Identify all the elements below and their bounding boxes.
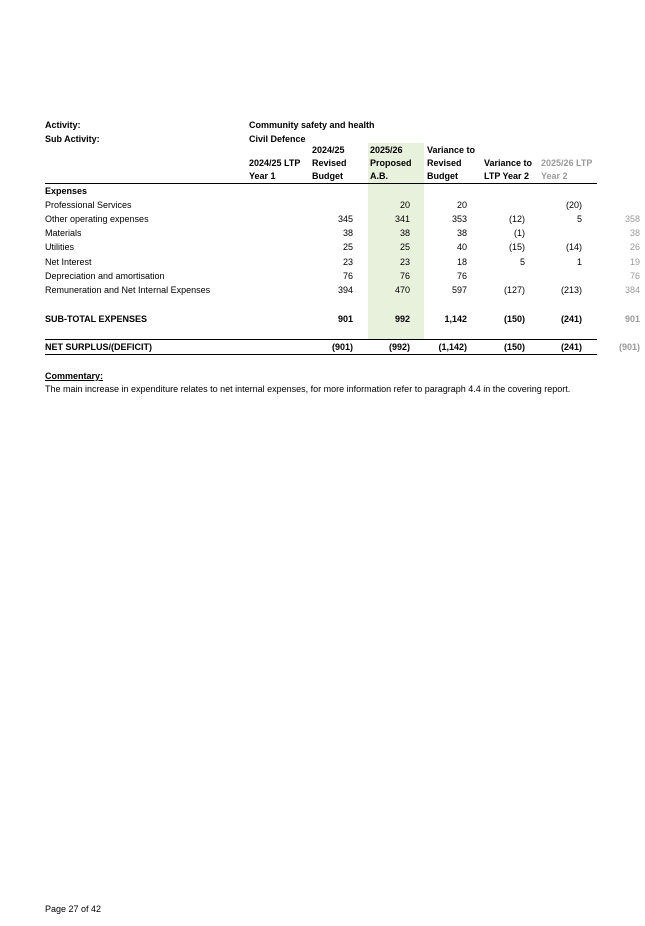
sub-activity-value: Civil Defence — [249, 134, 306, 144]
table-row: Depreciation and amortisation 76 76 76 76 — [45, 271, 640, 281]
net-bottom-divider — [45, 354, 597, 355]
col-header-ltp-year1: 2024/25 LTP Year 1 — [249, 158, 301, 181]
commentary-title: Commentary: — [45, 371, 104, 381]
row-label: Utilities — [45, 242, 75, 252]
activity-value: Community safety and health — [249, 120, 375, 130]
row-label: Remuneration and Net Internal Expenses — [45, 285, 211, 295]
col-header-proposed-ab: 2025/26 Proposed A.B. — [370, 145, 412, 181]
table-row: Materials 38 38 38 (1) 38 — [45, 228, 640, 238]
commentary-text: The main increase in expenditure relates to net internal expenses, for more information refer to paragraph 4.4 in the covering report. — [45, 384, 571, 394]
page-number: Page 27 of 42 — [45, 904, 102, 914]
col-header-revised-budget: 2024/25 Revised Budget — [312, 145, 347, 181]
row-label: Professional Services — [45, 200, 132, 210]
row-label: Materials — [45, 228, 82, 238]
sub-activity-label: Sub Activity: — [45, 134, 100, 144]
net-label: NET SURPLUS/(DEFICIT) — [45, 342, 152, 352]
subtotal-label: SUB-TOTAL EXPENSES — [45, 314, 148, 324]
net-surplus-row: NET SURPLUS/(DEFICIT) (901) (992) (1,142) (150) (241) (901) — [45, 342, 640, 352]
table-row: Remuneration and Net Internal Expenses 394 470 597 (127) (213) 384 — [45, 285, 640, 295]
row-label: Depreciation and amortisation — [45, 271, 165, 281]
table-row: Net Interest 23 23 18 5 1 19 — [45, 257, 640, 267]
col-header-ltp-year2: 2025/26 LTP Year 2 — [541, 158, 593, 181]
row-label: Net Interest — [45, 257, 92, 267]
subtotal-row: SUB-TOTAL EXPENSES 901 992 1,142 (150) (241) 901 — [45, 314, 640, 324]
net-top-divider — [45, 339, 597, 340]
table-row: Professional Services 20 20 (20) — [45, 200, 582, 210]
row-label: Other operating expenses — [45, 214, 149, 224]
section-heading: Expenses — [45, 186, 88, 196]
table-row: Other operating expenses 345 341 353 (12) 5 358 — [45, 214, 640, 224]
col-header-variance-revised: Variance to Revised Budget — [427, 145, 476, 181]
col-header-variance-ltp: Variance to LTP Year 2 — [484, 158, 533, 181]
activity-label: Activity: — [45, 120, 81, 130]
header-divider — [45, 183, 597, 184]
table-row: Utilities 25 25 40 (15) (14) 26 — [45, 242, 640, 252]
